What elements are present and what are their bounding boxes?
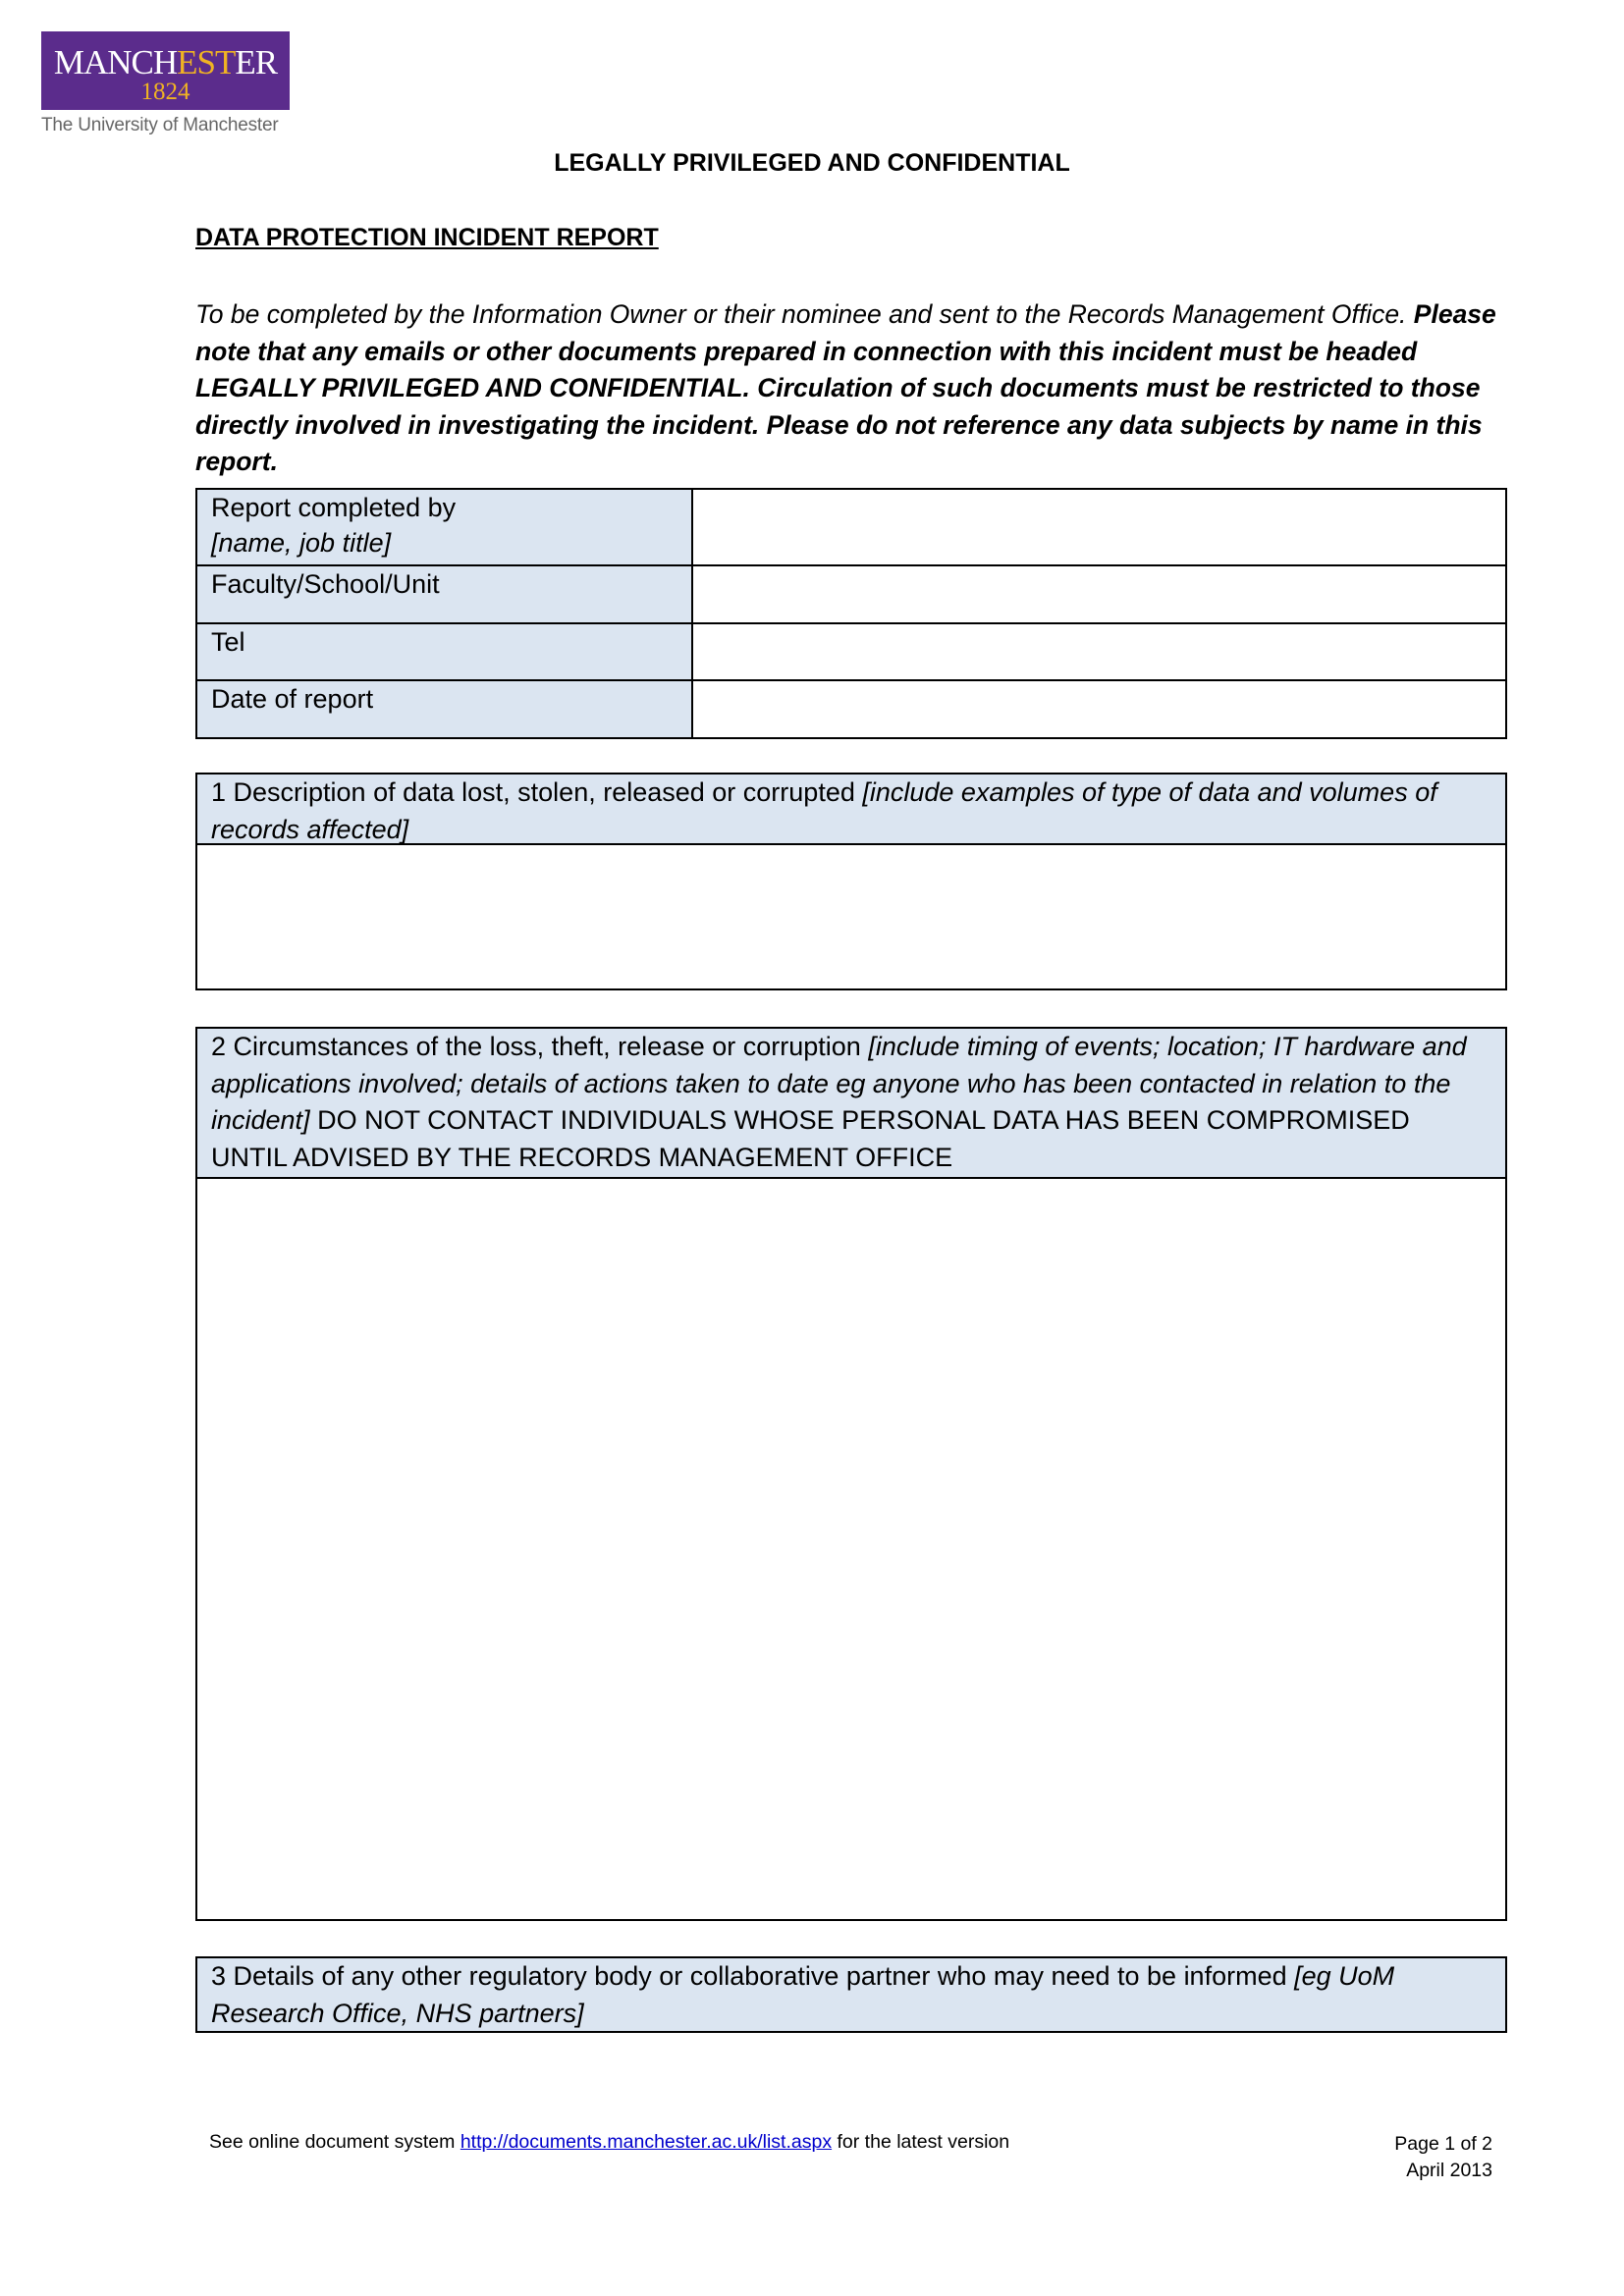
label-date-of-report: Date of report (196, 680, 692, 738)
input-date-of-report[interactable] (692, 680, 1506, 738)
logo-wordmark: MANCHESTER (53, 43, 278, 81)
document-date: April 2013 (1406, 2160, 1492, 2181)
logo-year: 1824 (140, 79, 190, 105)
university-logo (41, 31, 293, 136)
footer-page-info (1394, 2131, 1492, 2184)
label-tel: Tel (196, 623, 692, 680)
section-title: 3 Details of any other regulatory body or collaborative partner who may need to be informed (211, 1961, 1295, 1991)
input-report-completed-by[interactable] (692, 489, 1506, 565)
footer-suffix: for the latest version (832, 2131, 1010, 2153)
table-row (196, 680, 1506, 738)
document-system-link[interactable]: http://documents.manchester.ac.uk/list.aspx (460, 2131, 833, 2153)
input-faculty-school-unit[interactable] (692, 565, 1506, 623)
field-hint: [name, job title] (211, 528, 392, 558)
field-label: Report completed by (211, 493, 457, 522)
classification-heading: LEGALLY PRIVILEGED AND CONFIDENTIAL (554, 149, 1070, 177)
section-title: 1 Description of data lost, stolen, released or corrupted (211, 777, 863, 807)
footer-note (209, 2131, 1009, 2154)
section-hint: [eg UoM Research Office, NHS partners] (211, 1961, 1395, 2028)
intro-instruction: To be completed by the Information Owner or their nominee and sent to the Records Management Office. (195, 299, 1407, 329)
logo-subtitle: The University of Manchester (41, 115, 279, 135)
section-1-description (195, 773, 1507, 990)
table-row (196, 623, 1506, 680)
section-1-heading (197, 774, 1505, 845)
table-row (196, 565, 1506, 623)
intro-note: Please note that any emails or other documents prepared in connection with this incident must be headed LEGALLY PRIVILEGED AND CONFIDENTIAL. Circulation of such documents must be restricted to those directly involved in investigating the incident. Please do not reference any data subjects by name in this report. (195, 299, 1496, 476)
page-number: Page 1 of 2 (1394, 2133, 1492, 2155)
section-warning: DO NOT CONTACT INDIVIDUALS WHOSE PERSONAL DATA HAS BEEN COMPROMISED UNTIL ADVISED BY THE RECORDS MANAGEMENT OFFICE (211, 1105, 1410, 1172)
section-2-circumstances (195, 1027, 1507, 1921)
logo-crest (41, 31, 290, 110)
table-row (196, 489, 1506, 565)
intro-text (195, 296, 1511, 481)
label-report-completed-by (196, 489, 692, 565)
section-1-input[interactable] (197, 845, 1505, 987)
section-hint: [include timing of events; location; IT hardware and applications involved; details of actions taken to date eg anyone who has been contacted in relation to the incident] (211, 1032, 1467, 1135)
label-faculty-school-unit: Faculty/School/Unit (196, 565, 692, 623)
section-2-input[interactable] (197, 1179, 1505, 1917)
section-title: 2 Circumstances of the loss, theft, release or corruption (211, 1032, 869, 1061)
section-3-regulatory (195, 1956, 1507, 2033)
footer-prefix: See online document system (209, 2131, 460, 2153)
report-title: DATA PROTECTION INCIDENT REPORT (195, 224, 659, 251)
reporter-info-table (195, 488, 1507, 739)
input-tel[interactable] (692, 623, 1506, 680)
section-3-heading (197, 1958, 1505, 2031)
section-2-heading (197, 1029, 1505, 1179)
section-hint: [include examples of type of data and volumes of records affected] (211, 777, 1437, 844)
